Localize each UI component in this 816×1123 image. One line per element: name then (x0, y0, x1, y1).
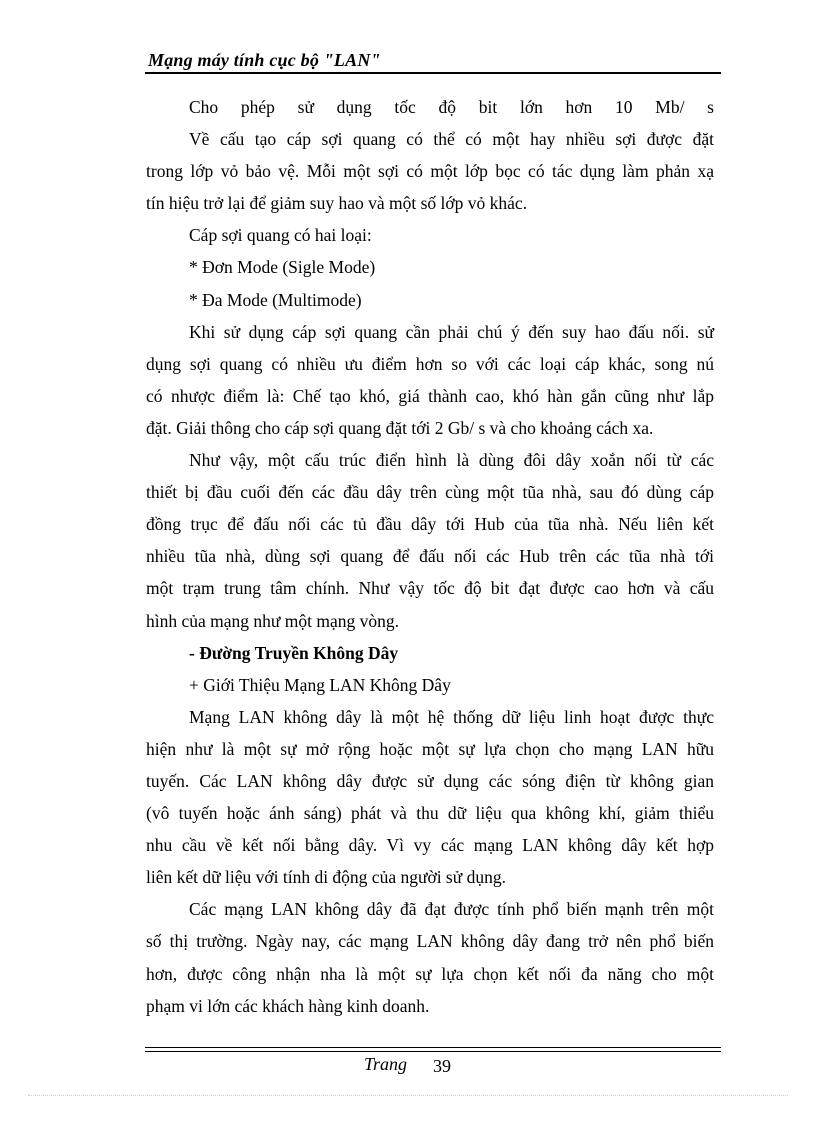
text-line: số thị trường. Ngày nay, các mạng LAN không dây đang trở nên phổ biến (146, 931, 714, 952)
text-line: đồng trục để đấu nối các tủ đầu dây tới Hub của tũa nhà. Nếu liên kết (146, 514, 714, 535)
text-line: đặt. Giải thông cho cáp sợi quang đặt tới 2 Gb/ s và cho khoảng cách xa. (146, 417, 654, 438)
text-line: dụng sợi quang có nhiều ưu điểm hơn so với các loại cáp khác, song nú (146, 353, 714, 374)
text-line: trong lớp vỏ bảo vệ. Mỗi một sợi có một lớp bọc có tác dụng làm phản xạ (146, 161, 714, 182)
text-line: nhu cầu về kết nối bằng dây. Vì vy các mạng LAN không dây kết hợp (146, 835, 714, 856)
text-line: có nhược điểm là: Chế tạo khó, giá thành cao, khó hàn gắn cũng như lắp (146, 385, 714, 406)
text-line: hình của mạng như một mạng vòng. (146, 610, 399, 631)
text-line: một trạm trung tâm chính. Như vậy tốc độ bit đạt được cao hơn và cấu (146, 578, 714, 599)
text-line: Cho phép sử dụng tốc độ bit lớn hơn 10 Mb/ s (189, 97, 714, 117)
text-line: Khi sử dụng cáp sợi quang cần phải chú ý đến suy hao đấu nối. sử (189, 321, 714, 342)
list-item: * Đơn Mode (Sigle Mode) (189, 257, 376, 278)
text-line: Mạng LAN không dây là một hệ thống dữ liệu linh hoạt được thực (189, 706, 714, 727)
footer-rule (145, 1051, 721, 1052)
text-line: Cáp sợi quang có hai loại: (189, 225, 372, 246)
text-line: thiết bị đầu cuối đến các đầu dây trên cùng một tũa nhà, sau đó dùng cáp (146, 482, 714, 503)
text-line: Các mạng LAN không dây đã đạt được tính phổ biến mạnh trên một (189, 899, 714, 920)
footer-rule (145, 1047, 721, 1048)
text-line: Về cấu tạo cáp sợi quang có thể có một hay nhiều sợi được đặt (189, 129, 714, 150)
page-number: 39 (433, 1056, 451, 1076)
list-item: * Đa Mode (Multimode) (189, 289, 362, 310)
text-line: tín hiệu trở lại để giảm suy hao và một số lớp vỏ khác. (146, 193, 528, 214)
text-line: tuyến. Các LAN không dây được sử dụng các sóng điện từ không gian (146, 770, 714, 791)
text-line: (vô tuyến hoặc ánh sáng) phát và thu dữ liệu qua không khí, giảm thiểu (146, 803, 714, 824)
text-line: phạm vi lớn các khách hàng kinh doanh. (146, 995, 430, 1016)
page-edge-dots (28, 1095, 788, 1096)
text-line: nhiều tũa nhà, dùng sợi quang để đấu nối các Hub trên các tũa nhà tới (146, 546, 714, 567)
header-rule (145, 72, 721, 74)
running-header-title: Mạng máy tính cục bộ "LAN" (148, 50, 381, 70)
footer-page-label: Trang (364, 1054, 408, 1074)
text-line: hiện như là một sự mở rộng hoặc một sự lựa chọn cho mạng LAN hữu (146, 738, 714, 759)
section-heading: - Đường Truyền Không Dây (189, 642, 399, 663)
text-line: Như vậy, một cấu trúc điển hình là dùng đôi dây xoắn nối từ các (189, 450, 714, 471)
subsection-heading: + Giới Thiệu Mạng LAN Không Dây (189, 674, 451, 695)
text-line: hơn, được công nhận nha là một sự lựa chọn kết nối đa năng cho một (146, 963, 714, 984)
text-line: liên kết dữ liệu với tính di động của người sử dụng. (146, 867, 506, 888)
page-body (146, 91, 714, 1022)
